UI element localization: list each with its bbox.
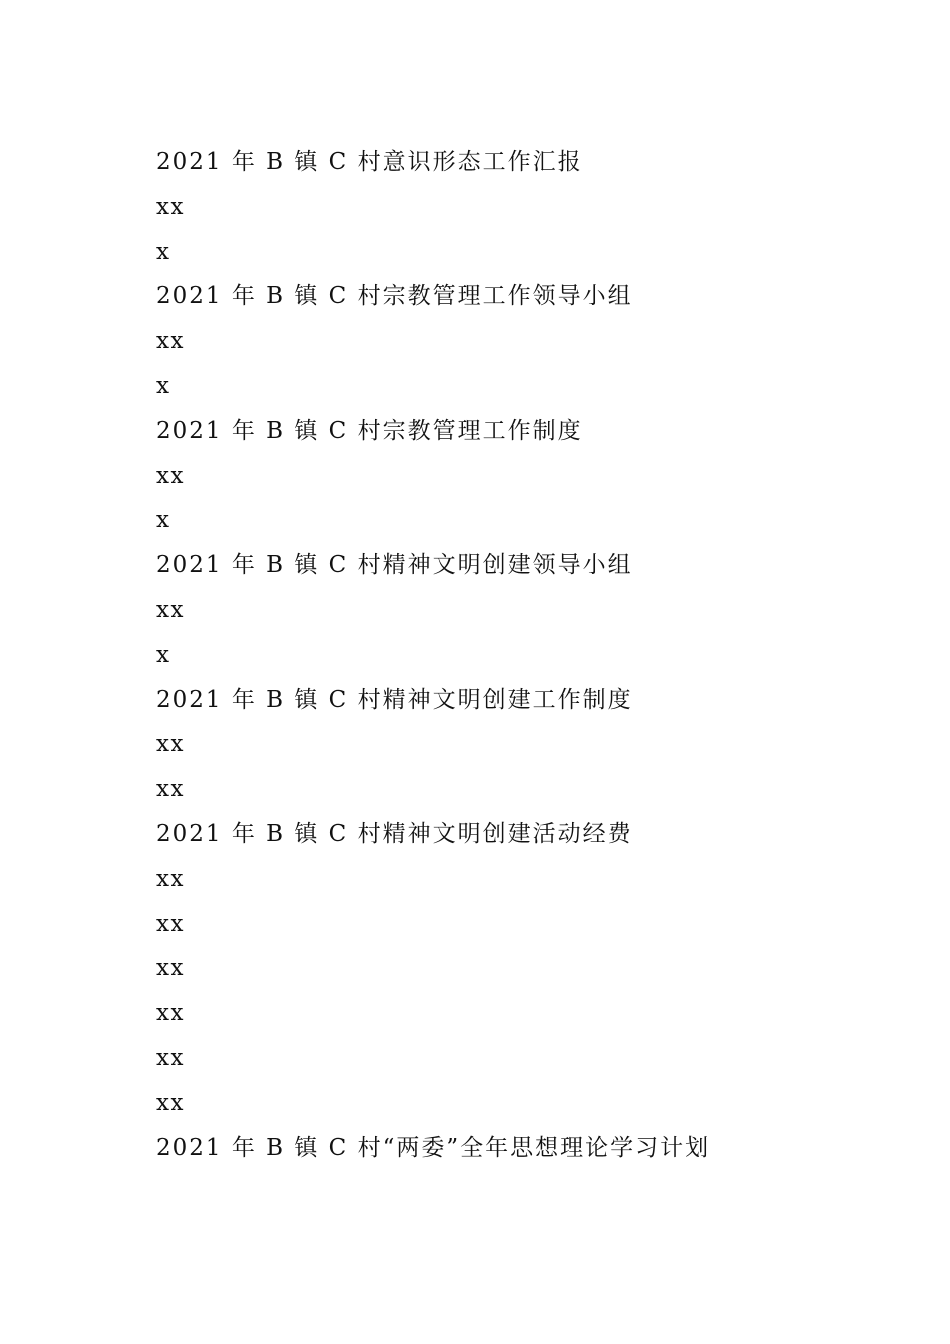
placeholder-text: x <box>156 238 171 265</box>
placeholder-text: xx <box>156 1000 185 1027</box>
placeholder-text: xx <box>156 1089 185 1116</box>
placeholder-text: x <box>156 507 171 534</box>
placeholder-text: xx <box>156 865 185 892</box>
placeholder-text: xx <box>156 910 185 937</box>
placeholder-text: xx <box>156 731 185 758</box>
placeholder-text: xx <box>156 1044 185 1071</box>
placeholder-text: xx <box>156 462 185 489</box>
doc-title-civilization-activity-funds: 2021 年 B 镇 C 村精神文明创建活动经费 <box>156 820 633 847</box>
placeholder-text: xx <box>156 328 185 355</box>
doc-title-religion-work-system: 2021 年 B 镇 C 村宗教管理工作制度 <box>156 417 583 444</box>
placeholder-text: x <box>156 641 171 668</box>
placeholder-text: xx <box>156 596 185 623</box>
doc-title-civilization-leading-group: 2021 年 B 镇 C 村精神文明创建领导小组 <box>156 552 633 579</box>
placeholder-text: xx <box>156 193 185 220</box>
placeholder-text: x <box>156 372 171 399</box>
doc-title-ideology-report: 2021 年 B 镇 C 村意识形态工作汇报 <box>156 149 583 175</box>
placeholder-text: xx <box>156 955 185 982</box>
document-body <box>156 140 876 1170</box>
doc-title-two-committees-study-plan: 2021 年 B 镇 C 村“两委”全年思想理论学习计划 <box>156 1134 711 1161</box>
doc-title-civilization-work-system: 2021 年 B 镇 C 村精神文明创建工作制度 <box>156 686 633 713</box>
doc-title-religion-leading-group: 2021 年 B 镇 C 村宗教管理工作领导小组 <box>156 283 633 310</box>
placeholder-text: xx <box>156 776 185 803</box>
